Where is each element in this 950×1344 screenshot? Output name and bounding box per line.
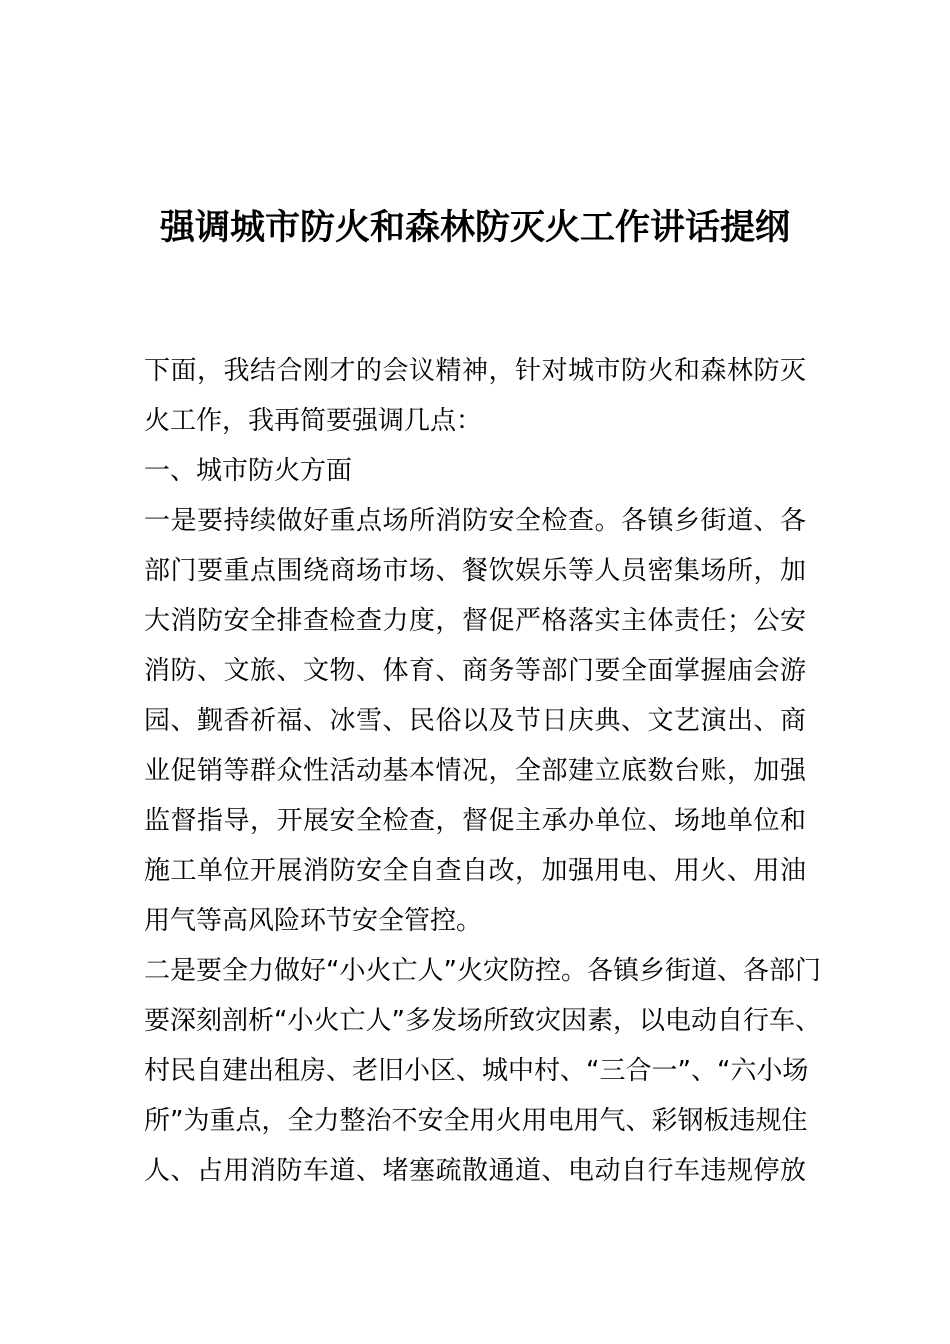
paragraph-line: 监督指导，开展安全检查，督促主承办单位、场地单位和 [144, 806, 806, 836]
paragraph-line: 火工作，我再简要强调几点： [144, 406, 483, 436]
document-title: 强调城市防火和森林防灭火工作讲话提纲 [159, 208, 790, 248]
section-heading: 一、城市防火方面 [144, 456, 353, 486]
paragraph-line: 一是要持续做好重点场所消防安全检查。各镇乡街道、各 [144, 506, 806, 536]
paragraph-line: 业促销等群众性活动基本情况，全部建立底数台账，加强 [144, 756, 806, 786]
paragraph-line: 人、占用消防车道、堵塞疏散通道、电动自行车违规停放 [144, 1156, 806, 1186]
document-body [144, 346, 821, 1196]
paragraph-line: 要深刻剖析“小火亡人”多发场所致灾因素，以电动自行车、 [144, 1006, 821, 1036]
paragraph-line: 村民自建出租房、老旧小区、城中村、“三合一”、“六小场 [144, 1056, 809, 1086]
paragraph-line: 所”为重点，全力整治不安全用火用电用气、彩钢板违规住 [144, 1106, 808, 1136]
paragraph-line: 下面，我结合刚才的会议精神，针对城市防火和森林防灭 [144, 356, 806, 386]
paragraph-line: 二是要全力做好“小火亡人”火灾防控。各镇乡街道、各部门 [144, 956, 821, 986]
paragraph-line: 大消防安全排查检查力度，督促严格落实主体责任；公安 [144, 606, 806, 636]
paragraph-line: 园、觐香祈福、冰雪、民俗以及节日庆典、文艺演出、商 [144, 706, 806, 736]
paragraph-line: 部门要重点围绕商场市场、餐饮娱乐等人员密集场所，加 [144, 556, 806, 586]
paragraph-line: 施工单位开展消防安全自查自改，加强用电、用火、用油 [144, 856, 806, 886]
paragraph-line: 消防、文旅、文物、体育、商务等部门要全面掌握庙会游 [144, 656, 806, 686]
paragraph-line: 用气等高风险环节安全管控。 [144, 906, 483, 936]
